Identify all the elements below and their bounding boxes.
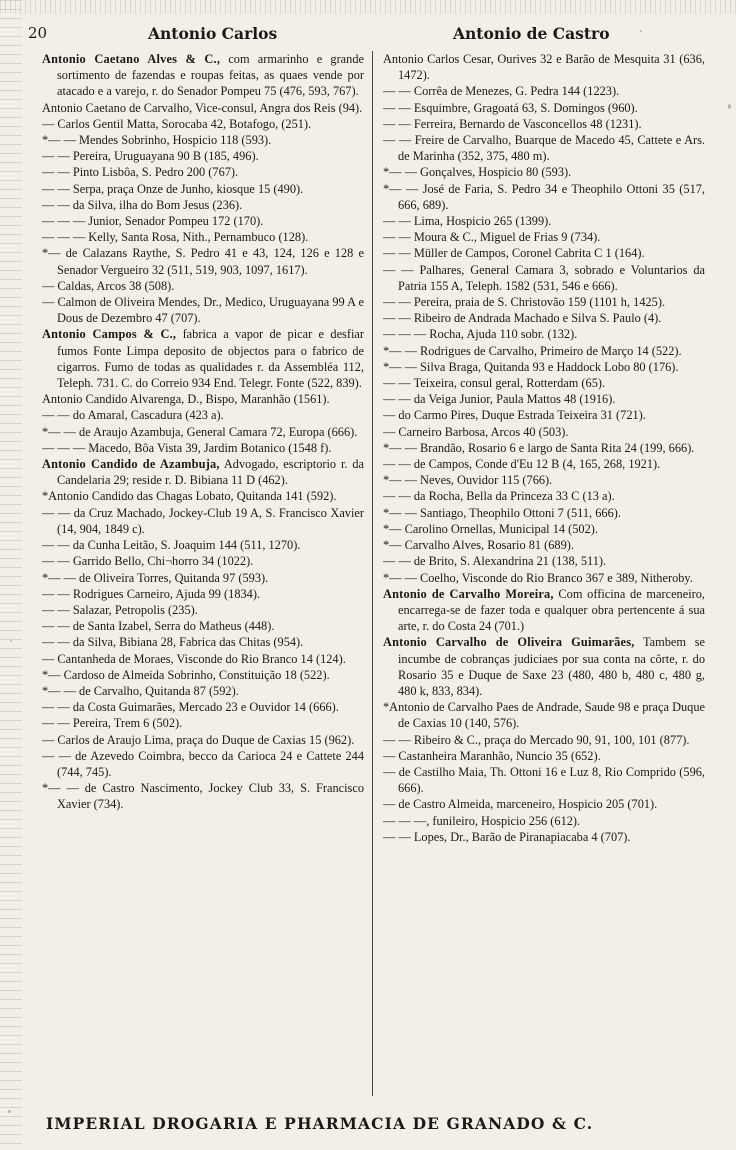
directory-entry [42, 488, 364, 504]
directory-entry [42, 683, 364, 699]
directory-entry [383, 634, 705, 699]
directory-entry [42, 100, 364, 116]
entry-text: — — Freire de Carvalho, Buarque de Macedo 45, Cattete e Ars. de Marinha (352, 375, 480 m). [383, 133, 705, 164]
entry-text: — — Palhares, General Camara 3, sobrado e Voluntarios da Patria 155 A, Teleph. 1582 (531, 546 e 666). [383, 262, 705, 293]
scan-speck [640, 30, 642, 32]
entry-text: *— — de Araujo Azambuja, General Camara 72, Europa (666). [42, 424, 358, 439]
directory-entry [383, 586, 705, 635]
directory-entry [42, 164, 364, 180]
directory-entry [42, 440, 364, 456]
directory-entry [383, 553, 705, 569]
entry-text: — Castanheira Maranhão, Nuncio 35 (652). [383, 748, 601, 763]
entry-text: *— — Mendes Sobrinho, Hospicio 118 (593). [42, 133, 272, 148]
entry-text: — — Esquimbre, Gragoatá 63, S. Domingos (960). [383, 100, 638, 115]
directory-entry [42, 748, 364, 780]
directory-entry [42, 715, 364, 731]
entry-text: — — —, funileiro, Hospicio 256 (612). [383, 813, 581, 828]
entry-name-bold: Antonio Caetano Alves & C., [42, 52, 221, 66]
footer-advertisement: IMPERIAL DROGARIA E PHARMACIA DE GRANADO & C. [46, 1114, 594, 1133]
entry-text: — — Lima, Hospicio 265 (1399). [383, 214, 552, 229]
entry-text: *— — Silva Braga, Quitanda 93 e Haddock Lobo 80 (176). [383, 359, 679, 374]
directory-entry [42, 132, 364, 148]
entry-text: — — da Silva, ilha do Bom Jesus (236). [42, 197, 243, 212]
directory-entry [383, 732, 705, 748]
entry-text: fabrica a vapor de picar e desfiar fumos Fonte Limpa deposito de objectos para o fabrico de cigarros. Fumo de todas as qualidades r. da Assembléa 112, Teleph. 731. C. do Correio 934 End. Telegr. Fonte (522, 839). [57, 327, 364, 391]
directory-entry [383, 748, 705, 764]
right-running-head: Antonio de Castro [453, 24, 610, 43]
entry-name-bold: Antonio Campos & C., [42, 327, 177, 342]
directory-entry [383, 245, 705, 261]
directory-entry [383, 472, 705, 488]
entry-text: — Caldas, Arcos 38 (508). [42, 278, 175, 293]
entry-text: *— — de Carvalho, Quitanda 87 (592). [42, 683, 239, 698]
directory-entry [42, 732, 364, 748]
directory-entry [42, 602, 364, 618]
entry-name-bold: Antonio de Carvalho Moreira, [383, 586, 554, 601]
directory-entry [42, 294, 364, 326]
entry-text: *— — Rodrigues de Carvalho, Primeiro de Março 14 (522). [383, 343, 682, 358]
entry-text: *— — de Castro Nascimento, Jockey Club 33, S. Francisco Xavier (734). [42, 781, 364, 812]
directory-entry [383, 813, 705, 829]
entry-text: *— Cardoso de Almeida Sobrinho, Constituição 18 (522). [42, 667, 330, 682]
directory-entry [383, 699, 705, 731]
directory-entry [42, 51, 364, 100]
directory-entry [383, 116, 705, 132]
scan-noise-top [0, 0, 736, 14]
directory-entry [383, 262, 705, 294]
entry-text: — — Ribeiro & C., praça do Mercado 90, 91, 100, 101 (877). [383, 732, 690, 747]
directory-entry [42, 505, 364, 537]
entry-text: *— Carolino Ornellas, Municipal 14 (502). [383, 521, 598, 536]
directory-entry [42, 618, 364, 634]
entry-text: — — — Junior, Senador Pompeu 172 (170). [42, 214, 264, 229]
entry-name-bold: Antonio Carvalho de Oliveira Guimarães, [383, 635, 635, 650]
left-column [42, 51, 364, 1096]
entry-text: — — de Brito, S. Alexandrina 21 (138, 511). [383, 554, 607, 569]
directory-entry [42, 229, 364, 245]
entry-text: *— — Coelho, Visconde do Rio Branco 367 e 389, Nitheroby. [383, 570, 693, 585]
entry-text: — — Serpa, praça Onze de Junho, kiosque 15 (490). [42, 181, 304, 196]
scan-noise-left [0, 0, 22, 1150]
entry-text: Tambem se incumbe de cobranças judiciaes por sua conta na côrte, r. do Rosario 35 e Duque de Saxe 23 (480, 480 b, 480 c, 480 g, 480 k, 833, 834). [398, 635, 705, 698]
column-divider [372, 51, 373, 1096]
directory-entry [42, 278, 364, 294]
entry-text: *— de Calazans Raythe, S. Pedro 41 e 43, 124, 126 e 128 e Senador Vergueiro 32 (511, 519, 903, 1097, 1617). [42, 246, 364, 277]
directory-entry [42, 197, 364, 213]
page-number: 20 [28, 24, 48, 42]
entry-text: — — Ribeiro de Andrada Machado e Silva S. Paulo (4). [383, 311, 662, 326]
entry-text: *— — Gonçalves, Hospicio 80 (593). [383, 165, 572, 180]
directory-entry [383, 359, 705, 375]
entry-text: — — da Cunha Leitão, S. Joaquim 144 (511, 1270). [42, 538, 301, 553]
entry-text: *— — de Oliveira Torres, Quitanda 97 (593). [42, 570, 269, 585]
directory-entry [383, 100, 705, 116]
left-running-head: Antonio Carlos [148, 24, 278, 43]
directory-entry [383, 164, 705, 180]
entry-text: — — do Amaral, Cascadura (423 a). [42, 408, 224, 423]
entry-text: Antonio Candido Alvarenga, D., Bispo, Maranhão (1561). [42, 392, 330, 407]
directory-entry [42, 570, 364, 586]
entry-text: — do Carmo Pires, Duque Estrada Teixeira 31 (721). [383, 408, 646, 423]
entry-text: — — Pereira, Trem 6 (502). [42, 716, 183, 731]
entry-text: Advogado, escriptorio r. da Candelaria 29; reside r. D. Bibiana 11 D (462). [57, 457, 364, 488]
entry-text: *Antonio de Carvalho Paes de Andrade, Saude 98 e praça Duque de Caxias 10 (140, 576). [383, 700, 705, 731]
directory-entry [383, 456, 705, 472]
entry-text: *— — Neves, Ouvidor 115 (766). [383, 473, 553, 488]
entry-text: — — da Rocha, Bella da Princeza 33 C (13 a). [383, 489, 615, 504]
directory-entry [383, 132, 705, 164]
directory-entry [42, 634, 364, 650]
directory-entry [383, 829, 705, 845]
directory-entry [42, 456, 364, 488]
directory-entry [383, 505, 705, 521]
directory-entry [383, 796, 705, 812]
entry-text: — Carneiro Barbosa, Arcos 40 (503). [383, 424, 569, 439]
entry-text: — de Castilho Maia, Th. Ottoni 16 e Luz 8, Rio Comprido (596, 666). [383, 764, 705, 796]
directory-entry [383, 488, 705, 504]
directory-entry [383, 521, 705, 537]
directory-entry [383, 375, 705, 391]
directory-entry [383, 229, 705, 245]
directory-entry [42, 780, 364, 812]
directory-entry [42, 326, 364, 391]
entry-text: — — Moura & C., Miguel de Frias 9 (734). [383, 230, 601, 245]
entry-text: — — Corrêa de Menezes, G. Pedra 144 (1223). [383, 84, 620, 99]
directory-entry [42, 424, 364, 440]
entry-text: — — Pereira, Uruguayana 90 B (185, 496). [42, 149, 259, 164]
running-header [28, 24, 728, 46]
entry-text: — — Pinto Lisbôa, S. Pedro 200 (767). [42, 165, 239, 180]
entry-text: — — de Campos, Conde d'Eu 12 B (4, 165, 268, 1921). [383, 457, 661, 472]
directory-entry [383, 294, 705, 310]
entry-text: — — Ferreira, Bernardo de Vasconcellos 48 (1231). [383, 116, 642, 131]
entry-text: *— — José de Faria, S. Pedro 34 e Theophilo Ottoni 35 (517, 666, 689). [383, 181, 705, 212]
directory-entry [42, 537, 364, 553]
directory-entry [42, 245, 364, 277]
right-column [383, 51, 705, 1096]
entry-text: — de Castro Almeida, marceneiro, Hospicio 205 (701). [383, 797, 658, 812]
entry-text: *— Carvalho Alves, Rosario 81 (689). [383, 538, 574, 553]
entry-text: — — Garrido Bello, Chi¬horro 34 (1022). [42, 554, 254, 569]
entry-text: *— — Santiago, Theophilo Ottoni 7 (511, 666). [383, 505, 621, 520]
directory-entry [42, 148, 364, 164]
entry-text: — — — Kelly, Santa Rosa, Nith., Pernambuco (128). [42, 230, 309, 245]
entry-text: Antonio Caetano de Carvalho, Vice-consul, Angra dos Reis (94). [42, 100, 363, 115]
directory-entry [42, 391, 364, 407]
entry-text: — Cantanheda de Moraes, Visconde do Rio Branco 14 (124). [42, 651, 346, 666]
directory-entry [42, 213, 364, 229]
entry-text: — — da Cruz Machado, Jockey-Club 19 A, S. Francisco Xavier (14, 904, 1849 c). [42, 505, 364, 536]
directory-entry [383, 407, 705, 423]
scan-speck [8, 1110, 11, 1113]
directory-entry [383, 764, 705, 796]
directory-entry [383, 391, 705, 407]
entry-text: com armarinho e grande sortimento de fazendas e roupas feitas, as quaes vende por atacado e a varejo, r. do Senador Pompeu 75 (476, 593, 767). [57, 52, 364, 99]
directory-entry [42, 586, 364, 602]
directory-entry [42, 553, 364, 569]
directory-entry [42, 651, 364, 667]
directory-entry [383, 83, 705, 99]
entry-text: — — Rodrigues Carneiro, Ajuda 99 (1834). [42, 586, 261, 601]
directory-entry [383, 213, 705, 229]
directory-entry [383, 326, 705, 342]
directory-entry [383, 310, 705, 326]
directory-entry [42, 116, 364, 132]
directory-entry [42, 407, 364, 423]
entry-text: — Carlos Gentil Matta, Sorocaba 42, Botafogo, (251). [42, 116, 312, 131]
entry-text: Antonio Carlos Cesar, Ourives 32 e Barão de Mesquita 31 (636, 1472). [383, 52, 705, 83]
entry-text: — — de Azevedo Coimbra, becco da Carioca 24 e Cattete 244 (744, 745). [42, 748, 364, 779]
entry-text: — — — Macedo, Bôa Vista 39, Jardim Botanico (1548 f). [42, 440, 332, 455]
directory-entry [383, 51, 705, 83]
directory-entry [383, 181, 705, 213]
directory-entry [383, 424, 705, 440]
entry-text: — — da Costa Guimarães, Mercado 23 e Ouvidor 14 (666). [42, 700, 339, 715]
entry-text: — — Salazar, Petropolis (235). [42, 602, 198, 617]
entry-name-bold: Antonio Candido de Azambuja, [42, 457, 220, 472]
entry-text: — — Müller de Campos, Coronel Cabrita C 1 (164). [383, 246, 645, 261]
entry-text: — Carlos de Araujo Lima, praça do Duque de Caxias 15 (962). [42, 732, 355, 747]
directory-entry [383, 537, 705, 553]
scan-speck [10, 640, 12, 642]
entry-text: *— — Brandão, Rosario 6 e largo de Santa Rita 24 (199, 666). [383, 440, 695, 455]
entry-text: Com officina de marceneiro, encarrega-se de fazer toda e qualquer obra pertencente á sua arte, r. do Costa 24 (701.) [398, 586, 705, 634]
entry-text: — — da Veiga Junior, Paula Mattos 48 (1916). [383, 392, 616, 407]
entry-text: — — Lopes, Dr., Barão de Piranapiacaba 4 (707). [383, 829, 631, 844]
entry-text: — Calmon de Oliveira Mendes, Dr., Medico, Uruguayana 99 A e Dous de Dezembro 47 (707). [42, 295, 364, 326]
entry-text: — — Teixeira, consul geral, Rotterdam (65). [383, 376, 606, 391]
entry-text: — — Pereira, praia de S. Christovão 159 (1101 h, 1425). [383, 295, 666, 310]
directory-entry [383, 343, 705, 359]
entry-text: — — da Silva, Bibiana 28, Fabrica das Chitas (954). [42, 635, 304, 650]
directory-entry [383, 570, 705, 586]
directory-entry [42, 699, 364, 715]
entry-text: — — — Rocha, Ajuda 110 sobr. (132). [383, 327, 578, 342]
entry-text: *Antonio Candido das Chagas Lobato, Quitanda 141 (592). [42, 489, 337, 504]
directory-entry [42, 667, 364, 683]
directory-entry [42, 181, 364, 197]
entry-text: — — de Santa Izabel, Serra do Matheus (448). [42, 619, 275, 634]
scan-speck [728, 104, 731, 109]
directory-entry [383, 440, 705, 456]
